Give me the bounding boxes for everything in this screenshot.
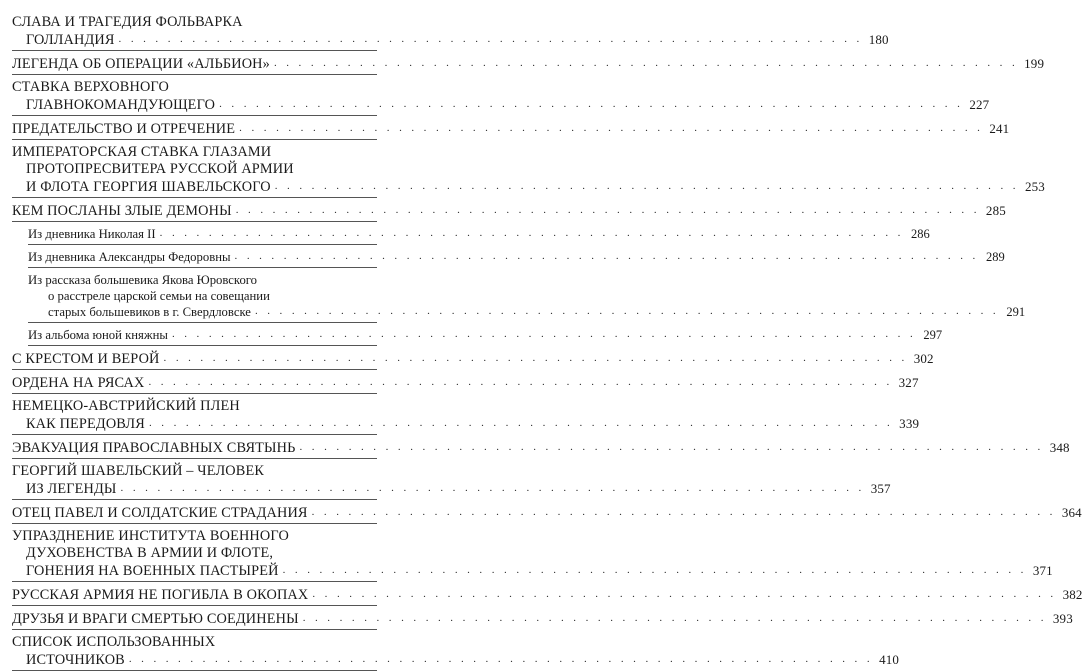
toc-entry bbox=[12, 14, 889, 51]
entry-underline bbox=[12, 499, 377, 500]
entry-underline bbox=[12, 581, 377, 582]
toc-page-number: 291 bbox=[1006, 305, 1026, 319]
toc-page-number: 393 bbox=[1052, 611, 1073, 626]
entry-underline bbox=[12, 115, 377, 116]
toc-page-number: 289 bbox=[985, 250, 1005, 264]
leader-dots: . . . . . . . . . . . . . . . . . . . . . . . . . . . . . . . . . . . . . . . . . . . . . . . . . . . . . . . . . . . . . bbox=[118, 33, 863, 45]
toc-page-number: 199 bbox=[1024, 56, 1045, 71]
toc-entry bbox=[12, 398, 920, 435]
toc-entry-title: КАК ПЕРЕДОВЛЯ bbox=[26, 416, 145, 432]
toc-entry-title: ГОЛЛАНДИЯ bbox=[26, 32, 115, 48]
leader-dots: . . . . . . . . . . . . . . . . . . . . . . . . . . . . . . . . . . . . . . . . . . . . . . . . . . . . . . . . . . . . . bbox=[274, 180, 1019, 192]
toc-entry-line bbox=[12, 398, 392, 415]
toc-page-number: 286 bbox=[911, 227, 930, 241]
entry-underline bbox=[28, 244, 377, 245]
leader-dots: . . . . . . . . . . . . . . . . . . . . . . . . . . . . . . . . . . . . . . . . . . . . . . . . . . . . . . . . . . . . . bbox=[148, 376, 893, 388]
toc-entry-line bbox=[12, 586, 1083, 603]
leader-dots: . . . . . . . . . . . . . . . . . . . . . . . . . . . . . . . . . . . . . . . . . . . . . . . . . . . . . . . . . . . . . bbox=[302, 612, 1047, 624]
toc-entry-line bbox=[12, 610, 1073, 627]
entry-underline bbox=[12, 434, 377, 435]
toc-entry bbox=[12, 202, 1006, 222]
toc-page-number: 297 bbox=[923, 328, 943, 342]
toc-entry bbox=[12, 463, 891, 500]
toc-entry-title: СЛАВА И ТРАГЕДИЯ ФОЛЬВАРКА bbox=[12, 14, 243, 30]
toc-entry-line bbox=[12, 96, 990, 113]
toc-entry-line bbox=[28, 327, 943, 343]
leader-dots: . . . . . . . . . . . . . . . . . . . . . . . . . . . . . . . . . . . . . . . . . . . . . . . . . . . . . . . . . . . . . bbox=[128, 653, 874, 665]
leader-dots: . . . . . . . . . . . . . . . . . . . . . . . . . . . . . . . . . . . . . . . . . . . . . . . . . . . . . . . . . . . . . bbox=[273, 57, 1019, 69]
toc-entry-title: Из дневника Николая II bbox=[28, 227, 156, 241]
entry-underline bbox=[12, 221, 377, 222]
toc-entry-line bbox=[12, 120, 1010, 137]
toc-entry bbox=[12, 610, 1073, 630]
toc-page-number: 348 bbox=[1049, 440, 1070, 455]
toc-entry-title: ГОНЕНИЯ НА ВОЕННЫХ ПАСТЫРЕЙ bbox=[26, 563, 279, 579]
toc-page-number: 241 bbox=[989, 121, 1010, 136]
toc-page-number: 253 bbox=[1024, 179, 1045, 194]
toc-page-number: 327 bbox=[898, 375, 919, 390]
toc-entry bbox=[12, 374, 919, 394]
toc-entry-title: ДУХОВЕНСТВА В АРМИИ И ФЛОТЕ, bbox=[26, 545, 274, 561]
leader-dots: . . . . . . . . . . . . . . . . . . . . . . . . . . . . . . . . . . . . . . . . . . . . . . . . . . . . . . . . . . . . . bbox=[171, 328, 917, 340]
toc-entry-line bbox=[12, 55, 1045, 72]
toc-entry-line bbox=[28, 249, 1005, 265]
toc-entry-line bbox=[12, 161, 392, 178]
entry-underline bbox=[12, 50, 377, 51]
toc-entry bbox=[12, 504, 1082, 524]
leader-dots: . . . . . . . . . . . . . . . . . . . . . . . . . . . . . . . . . . . . . . . . . . . . . . . . . . . . . . . . . . . . . bbox=[299, 441, 1044, 453]
leader-dots: . . . . . . . . . . . . . . . . . . . . . . . . . . . . . . . . . . . . . . . . . . . . . . . . . . . . . . . . . . . . . bbox=[312, 588, 1057, 600]
toc-entry-line bbox=[12, 528, 392, 545]
entry-underline bbox=[12, 523, 377, 524]
entry-underline bbox=[12, 369, 377, 370]
toc-page-number: 339 bbox=[899, 416, 920, 431]
toc-entry-line bbox=[12, 178, 1045, 195]
leader-dots: . . . . . . . . . . . . . . . . . . . . . . . . . . . . . . . . . . . . . . . . . . . . . . . . . . . . . . . . . . . . . bbox=[163, 352, 908, 364]
toc-entry bbox=[12, 350, 934, 370]
toc-entry-title: ОРДЕНА НА РЯСАХ bbox=[12, 375, 145, 391]
toc-entry-title: ПРОТОПРЕСВИТЕРА РУССКОЙ АРМИИ bbox=[26, 161, 294, 177]
entry-underline bbox=[28, 322, 377, 323]
toc-entry-title: ОТЕЦ ПАВЕЛ И СОЛДАТСКИЕ СТРАДАНИЯ bbox=[12, 505, 308, 521]
toc-entry-line bbox=[12, 651, 900, 668]
toc-subentry bbox=[12, 226, 930, 245]
toc-entry bbox=[12, 634, 900, 671]
toc-entry bbox=[12, 79, 990, 116]
leader-dots: . . . . . . . . . . . . . . . . . . . . . . . . . . . . . . . . . . . . . . . . . . . . . . . . . . . . . . . . . . . . . bbox=[239, 122, 984, 134]
entry-underline bbox=[12, 458, 377, 459]
toc-entry-line bbox=[12, 562, 1053, 579]
entry-underline bbox=[28, 267, 377, 268]
toc-subentry bbox=[12, 327, 943, 346]
toc-entry-title: УПРАЗДНЕНИЕ ИНСТИТУТА ВОЕННОГО bbox=[12, 528, 289, 544]
toc-entry-line bbox=[12, 144, 392, 161]
entry-underline bbox=[12, 197, 377, 198]
entry-underline bbox=[28, 345, 377, 346]
toc-entry-line bbox=[12, 202, 1006, 219]
toc-entry-title: ИМПЕРАТОРСКАЯ СТАВКА ГЛАЗАМИ bbox=[12, 144, 272, 160]
toc-page-number: 410 bbox=[879, 652, 900, 667]
toc-entry bbox=[12, 144, 1045, 198]
toc-entry-title: ГЛАВНОКОМАНДУЮЩЕГО bbox=[26, 97, 216, 113]
toc-entry-title: СТАВКА ВЕРХОВНОГО bbox=[12, 79, 169, 95]
toc-page-number: 180 bbox=[868, 32, 889, 47]
toc-entry-title: ЭВАКУАЦИЯ ПРАВОСЛАВНЫХ СВЯТЫНЬ bbox=[12, 440, 296, 456]
toc-entry-title: РУССКАЯ АРМИЯ НЕ ПОГИБЛА В ОКОПАХ bbox=[12, 587, 309, 603]
toc-page-number: 364 bbox=[1061, 505, 1082, 520]
toc-entry bbox=[12, 586, 1083, 606]
toc-page-number: 302 bbox=[913, 351, 934, 366]
toc-entry-title: И ФЛОТА ГЕОРГИЯ ШАВЕЛЬСКОГО bbox=[26, 179, 271, 195]
leader-dots: . . . . . . . . . . . . . . . . . . . . . . . . . . . . . . . . . . . . . . . . . . . . . . . . . . . . . . . . . . . . . bbox=[311, 506, 1056, 518]
toc-entry-line bbox=[28, 288, 392, 304]
toc-entry-title: СПИСОК ИСПОЛЬЗОВАННЫХ bbox=[12, 634, 216, 650]
toc-entry-line bbox=[12, 14, 392, 31]
toc-entry-line bbox=[12, 350, 934, 367]
toc-page-number: 285 bbox=[985, 203, 1006, 218]
toc-entry-line bbox=[28, 304, 1026, 320]
leader-dots: . . . . . . . . . . . . . . . . . . . . . . . . . . . . . . . . . . . . . . . . . . . . . . . . . . . . . . . . . . . . . bbox=[282, 564, 1027, 576]
toc-entry-line bbox=[12, 463, 392, 480]
entry-underline bbox=[12, 74, 377, 75]
entry-underline bbox=[12, 629, 377, 630]
toc-page-number: 357 bbox=[870, 481, 891, 496]
toc-page-number: 227 bbox=[969, 97, 990, 112]
toc-entry-title: о расстреле царской семьи на совещании bbox=[48, 289, 270, 303]
toc-entry-line bbox=[12, 415, 920, 432]
toc-entry bbox=[12, 439, 1070, 459]
toc-entry bbox=[12, 55, 1045, 75]
entry-underline bbox=[12, 393, 377, 394]
toc-entry-title: НЕМЕЦКО-АВСТРИЙСКИЙ ПЛЕН bbox=[12, 398, 240, 414]
toc-entry-line bbox=[28, 226, 930, 242]
toc-entry-title: Из альбома юной княжны bbox=[28, 328, 168, 342]
toc-entry-title: КЕМ ПОСЛАНЫ ЗЛЫЕ ДЕМОНЫ bbox=[12, 203, 232, 219]
toc-subentry bbox=[12, 249, 1005, 268]
toc-entry-title: Из рассказа большевика Якова Юровского bbox=[28, 273, 258, 287]
leader-dots: . . . . . . . . . . . . . . . . . . . . . . . . . . . . . . . . . . . . . . . . . . . . . . . . . . . . . . . . . . . . . bbox=[254, 305, 1000, 317]
toc-entry-line bbox=[12, 504, 1082, 521]
toc-entry bbox=[12, 120, 1010, 140]
leader-dots: . . . . . . . . . . . . . . . . . . . . . . . . . . . . . . . . . . . . . . . . . . . . . . . . . . . . . . . . . . . . . bbox=[219, 98, 964, 110]
leader-dots: . . . . . . . . . . . . . . . . . . . . . . . . . . . . . . . . . . . . . . . . . . . . . . . . . . . . . . . . . . . . . bbox=[234, 250, 979, 262]
toc-entry-title: С КРЕСТОМ И ВЕРОЙ bbox=[12, 351, 160, 367]
toc-page-number: 382 bbox=[1062, 587, 1083, 602]
toc-page-number: 371 bbox=[1032, 563, 1053, 578]
toc-entry-line bbox=[12, 545, 392, 562]
toc-entry-title: ГЕОРГИЙ ШАВЕЛЬСКИЙ – ЧЕЛОВЕК bbox=[12, 463, 265, 479]
leader-dots: . . . . . . . . . . . . . . . . . . . . . . . . . . . . . . . . . . . . . . . . . . . . . . . . . . . . . . . . . . . . . bbox=[148, 417, 894, 429]
toc-entry-line bbox=[12, 634, 392, 651]
toc-entry-line bbox=[12, 439, 1070, 456]
toc-entry-title: ЛЕГЕНДА ОБ ОПЕРАЦИИ «АЛЬБИОН» bbox=[12, 56, 270, 72]
toc-entry-title: ИСТОЧНИКОВ bbox=[26, 652, 125, 668]
toc-entry-line bbox=[12, 31, 889, 48]
toc-entry-title: старых большевиков в г. Свердловске bbox=[48, 305, 251, 319]
toc-subentry bbox=[12, 272, 1026, 323]
toc-entry-title: ДРУЗЬЯ И ВРАГИ СМЕРТЬЮ СОЕДИНЕНЫ bbox=[12, 611, 299, 627]
toc-entry-line bbox=[12, 374, 919, 391]
toc-entry-line bbox=[28, 272, 392, 288]
leader-dots: . . . . . . . . . . . . . . . . . . . . . . . . . . . . . . . . . . . . . . . . . . . . . . . . . . . . . . . . . . . . . bbox=[159, 227, 904, 239]
toc-entry-title: ИЗ ЛЕГЕНДЫ bbox=[26, 481, 117, 497]
toc-entry-line bbox=[12, 79, 392, 96]
toc-entry-line bbox=[12, 480, 891, 497]
toc-entry bbox=[12, 528, 1053, 582]
leader-dots: . . . . . . . . . . . . . . . . . . . . . . . . . . . . . . . . . . . . . . . . . . . . . . . . . . . . . . . . . . . . . bbox=[120, 482, 865, 494]
toc-entry-title: Из дневника Александры Федоровны bbox=[28, 250, 231, 264]
entry-underline bbox=[12, 605, 377, 606]
toc-entry-title: ПРЕДАТЕЛЬСТВО И ОТРЕЧЕНИЕ bbox=[12, 121, 236, 137]
entry-underline bbox=[12, 139, 377, 140]
leader-dots: . . . . . . . . . . . . . . . . . . . . . . . . . . . . . . . . . . . . . . . . . . . . . . . . . . . . . . . . . . . . . bbox=[235, 204, 980, 216]
